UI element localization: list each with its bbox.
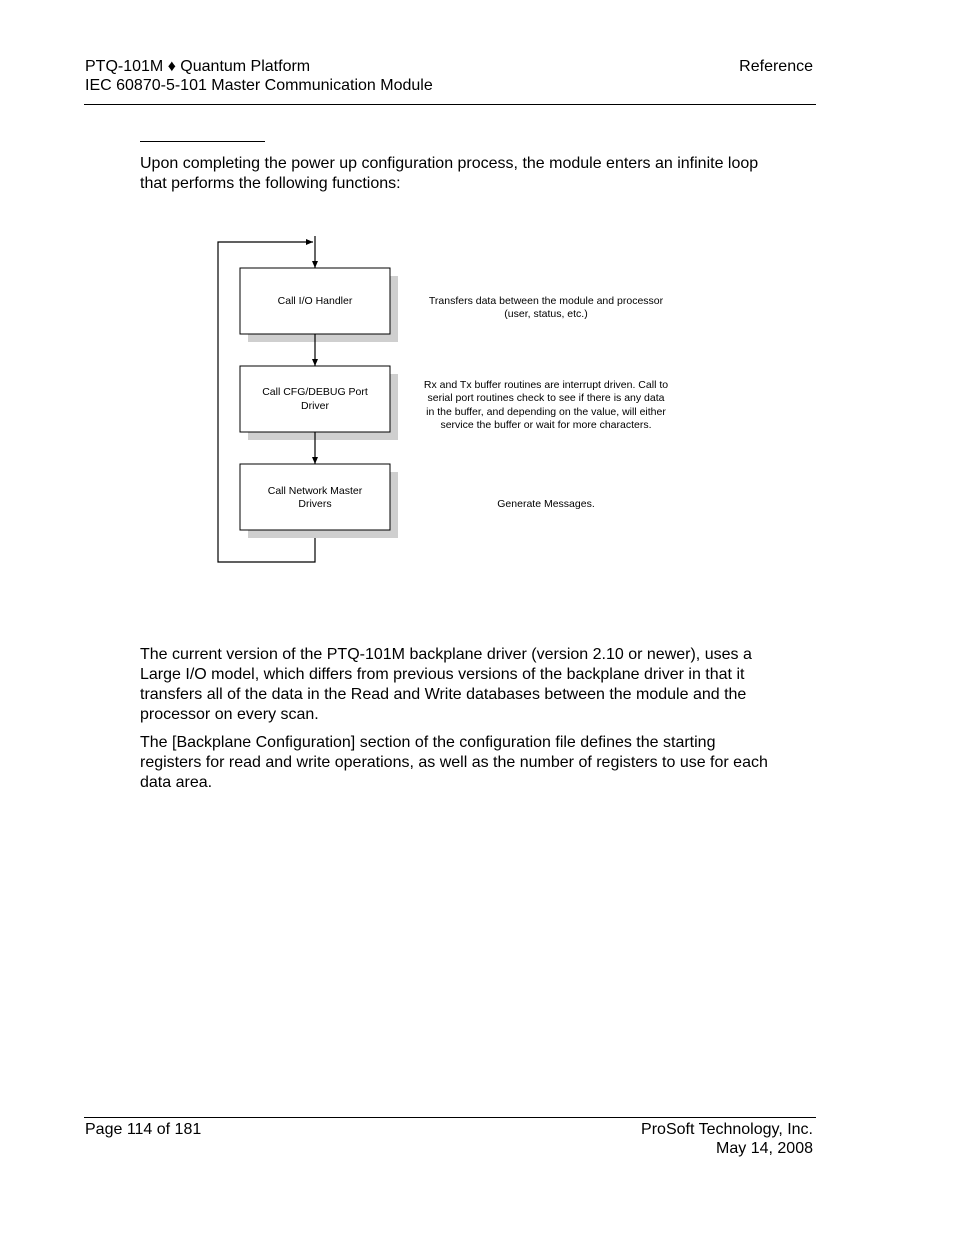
- io-handler-note-line-2: (user, status, etc.): [504, 308, 588, 320]
- footer-company-block: [641, 1120, 813, 1158]
- cfg-debug-note-line-1: Rx and Tx buffer routines are interrupt driven. Call to: [423, 379, 669, 391]
- header-product-title: PTQ-101M ♦ Quantum Platform: [85, 58, 311, 75]
- main-loop-flowchart: [0, 0, 954, 600]
- io-handler-box-label: Call I/O Handler: [277, 295, 353, 307]
- cfg-debug-note-line-2: serial port routines check to see if there is any data: [427, 392, 665, 404]
- backplane-driver-paragraph: The current version of the PTQ-101M backplane driver (version 2.10 or newer), uses a Large I/O model, which differs from previous versions of the backplane driver in that it transfers all of the data in the Read and Write databases between the module and the processor on every scan.: [140, 646, 752, 723]
- header-product-subtitle: IEC 60870-5-101 Master Communication Module: [85, 77, 433, 94]
- header-section: Reference: [739, 58, 813, 75]
- cfg-debug-box-label-line-1: Call CFG/DEBUG Port: [262, 386, 368, 398]
- footer-date: May 14, 2008: [716, 1140, 813, 1157]
- network-master-box-label-line-2: Drivers: [298, 498, 332, 510]
- footer-divider: [84, 1117, 816, 1118]
- network-master-box-label-line-1: Call Network Master: [267, 485, 363, 497]
- footer-company: ProSoft Technology, Inc.: [641, 1121, 813, 1138]
- cfg-debug-box-label-line-2: Driver: [301, 400, 329, 412]
- footer-page-number: Page 114 of 181: [85, 1121, 202, 1138]
- io-handler-note-line-1: Transfers data between the module and processor: [428, 295, 664, 307]
- cfg-debug-box: [240, 366, 390, 432]
- cfg-debug-note-line-4: service the buffer or wait for more characters.: [440, 419, 652, 431]
- network-master-note: Generate Messages.: [497, 498, 595, 510]
- cfg-debug-note-line-3: in the buffer, and depending on the value, will either: [426, 406, 666, 418]
- network-master-box: [240, 464, 390, 530]
- intro-paragraph: Upon completing the power up configuration process, the module enters an infinite loop that performs the following functions:: [140, 155, 759, 192]
- backplane-config-paragraph: The [Backplane Configuration] section of the configuration file defines the starting registers for read and write operations, as well as the number of registers to use for each data area.: [140, 734, 768, 791]
